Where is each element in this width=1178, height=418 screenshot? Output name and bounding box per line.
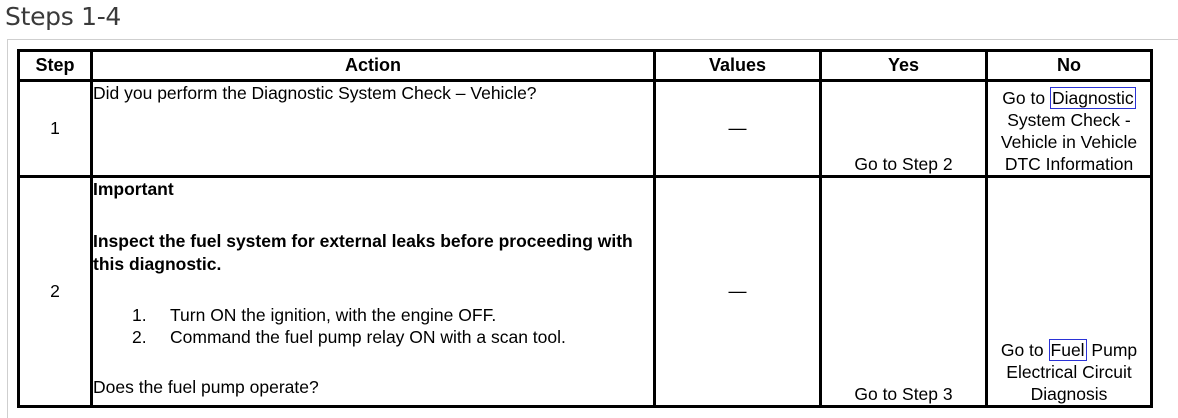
question-text: Does the fuel pump operate? [93, 377, 319, 397]
yes-action: Go to Step 3 [821, 177, 987, 407]
action-cell [92, 177, 655, 407]
diagnostic-link[interactable]: Diagnostic [1051, 88, 1134, 108]
no-line3: Vehicle in Vehicle [1000, 132, 1138, 152]
no-action [987, 81, 1152, 177]
values-dash: — [728, 118, 747, 138]
no-line2: Electrical Circuit [1006, 362, 1132, 382]
list-item [132, 304, 566, 326]
fuel-link[interactable]: Fuel [1050, 340, 1085, 360]
no-prefix: Go to [1002, 88, 1050, 108]
header-no: No [987, 51, 1152, 81]
header-values: Values [655, 51, 821, 81]
substep-list [93, 304, 566, 348]
yes-action: Go to Step 2 [821, 81, 987, 177]
header-step: Step [19, 51, 92, 81]
no-suffix: Pump [1086, 340, 1138, 360]
action-text: Did you perform the Diagnostic System Check – Vehicle? [92, 81, 655, 177]
no-line4: DTC Information [1004, 154, 1134, 174]
list-item [132, 326, 566, 348]
table-row [19, 177, 1152, 407]
no-line2: System Check - [1007, 110, 1131, 130]
table-row [19, 81, 1152, 177]
table-header-row [19, 51, 1152, 81]
header-yes: Yes [821, 51, 987, 81]
important-notice: Inspect the fuel system for external leaks before proceeding with this diagnostic. [93, 231, 633, 274]
substep-number: 1. [132, 305, 147, 325]
step-number: 1 [19, 81, 92, 177]
no-line3: Diagnosis [1030, 384, 1108, 404]
no-action [987, 177, 1152, 407]
substep-number: 2. [132, 327, 147, 347]
step-number: 2 [19, 177, 92, 407]
no-prefix: Go to [1000, 340, 1049, 360]
values-dash: — [728, 281, 747, 301]
substep-text: Command the fuel pump relay ON with a scan tool. [170, 327, 566, 347]
important-heading: Important [93, 179, 174, 199]
page-title: Steps 1-4 [5, 2, 122, 31]
steps-table [17, 49, 1153, 408]
substep-text: Turn ON the ignition, with the engine OFF. [170, 305, 497, 325]
header-action: Action [92, 51, 655, 81]
